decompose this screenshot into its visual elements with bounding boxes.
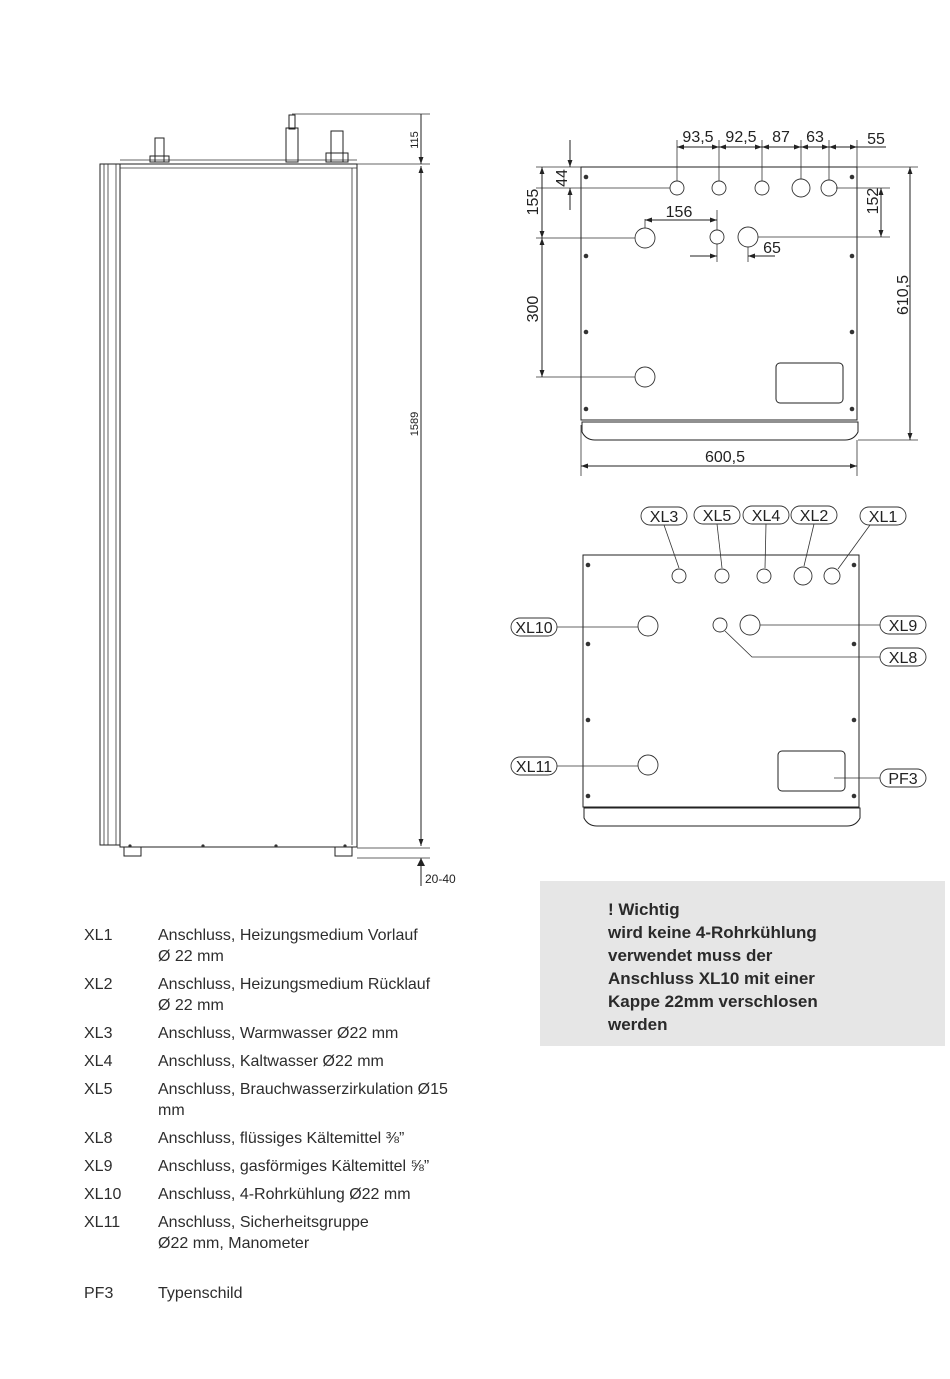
important-note-box bbox=[540, 881, 945, 1046]
unit-body bbox=[120, 164, 357, 847]
dim-610-5: 610,5 bbox=[895, 274, 912, 316]
svg-text:XL5: XL5 bbox=[702, 508, 732, 525]
top-pipe-left bbox=[155, 138, 164, 162]
svg-text:XL2: XL2 bbox=[799, 508, 829, 525]
dim-115: 115 bbox=[409, 131, 421, 149]
dim-600-5: 600,5 bbox=[704, 449, 746, 466]
dim-55: 55 bbox=[867, 131, 885, 148]
svg-text:XL4: XL4 bbox=[751, 508, 781, 525]
svg-text:XL11: XL11 bbox=[515, 759, 553, 776]
dim-63: 63 bbox=[806, 129, 824, 146]
legend-row-pf3: PF3 Typenschild bbox=[84, 1285, 243, 1302]
legend-row-xl5: XL5 Anschluss, Brauchwasserzirkulation Ø15 mm bbox=[84, 1081, 448, 1119]
conn-front-edge bbox=[584, 808, 860, 826]
svg-text:XL8: XL8 bbox=[888, 650, 918, 667]
tag-xl2 bbox=[791, 506, 837, 525]
top-pipe-right bbox=[331, 131, 343, 162]
dim-87: 87 bbox=[772, 129, 790, 146]
svg-text:XL3: XL3 bbox=[649, 509, 679, 526]
top-view bbox=[525, 129, 918, 476]
dim-152: 152 bbox=[865, 187, 882, 215]
dim-156: 156 bbox=[665, 204, 693, 221]
dim-44: 44 bbox=[554, 169, 571, 187]
svg-text:XL1: XL1 bbox=[868, 509, 898, 526]
legend-row-xl2: XL2 Anschluss, Heizungsmedium Rücklauf Ø 22 mm bbox=[84, 976, 431, 1014]
type-plate bbox=[776, 363, 843, 403]
side-panel bbox=[100, 164, 120, 845]
foot-left bbox=[124, 847, 141, 856]
valve bbox=[286, 128, 298, 162]
foot-right bbox=[335, 847, 352, 856]
connection-legend bbox=[84, 925, 504, 1311]
tag-xl10 bbox=[511, 618, 557, 637]
legend-row-xl4: XL4 Anschluss, Kaltwasser Ø22 mm bbox=[84, 1053, 384, 1070]
dim-93-5: 93,5 bbox=[682, 129, 714, 146]
tag-xl1 bbox=[860, 507, 906, 526]
important-note-text: ! Wichtig wird keine 4-Rohrkühlung verwendet muss der Anschluss XL10 mit einer Kappe 22mm verschlosen werden bbox=[608, 898, 928, 1036]
dim-300: 300 bbox=[525, 295, 542, 323]
side-view bbox=[100, 114, 456, 886]
dim-92-5: 92,5 bbox=[725, 129, 757, 146]
legend-row-xl11: XL11 Anschluss, Sicherheitsgruppe Ø22 mm, Manometer bbox=[84, 1214, 369, 1252]
svg-text:PF3: PF3 bbox=[888, 771, 918, 788]
tag-pf3 bbox=[880, 769, 926, 788]
conn-type-plate bbox=[778, 751, 845, 791]
note-title: ! Wichtig bbox=[608, 900, 680, 919]
tag-xl8 bbox=[880, 648, 926, 667]
top-front-edge bbox=[582, 422, 858, 440]
tag-xl11 bbox=[511, 757, 557, 776]
svg-text:XL10: XL10 bbox=[515, 620, 553, 637]
dim-20-40: 20-40 bbox=[425, 872, 456, 886]
tag-xl3 bbox=[641, 507, 687, 526]
dim-155: 155 bbox=[525, 188, 542, 216]
svg-text:XL9: XL9 bbox=[888, 618, 918, 635]
connection-view bbox=[511, 506, 926, 826]
dim-1589: 1589 bbox=[409, 411, 421, 437]
tag-xl4 bbox=[743, 506, 789, 525]
tag-xl9 bbox=[880, 616, 926, 635]
top-outline bbox=[581, 167, 857, 420]
legend-row-xl9: XL9 Anschluss, gasförmiges Kältemittel ⅝” bbox=[84, 1158, 430, 1175]
conn-outline bbox=[583, 555, 859, 807]
legend-row-xl10: XL10 Anschluss, 4-Rohrkühlung Ø22 mm bbox=[84, 1186, 411, 1203]
tag-xl5 bbox=[694, 506, 740, 525]
legend-row-xl1: XL1 Anschluss, Heizungsmedium Vorlauf Ø 22 mm bbox=[84, 927, 418, 965]
dim-65: 65 bbox=[763, 240, 781, 257]
legend-row-xl8: XL8 Anschluss, flüssiges Kältemittel ⅜” bbox=[84, 1130, 405, 1147]
legend-row-xl3: XL3 Anschluss, Warmwasser Ø22 mm bbox=[84, 1025, 399, 1042]
